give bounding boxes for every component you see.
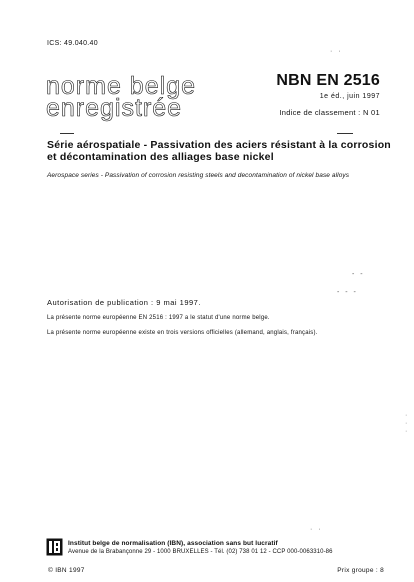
divider-right: [337, 133, 353, 134]
brand-line-2: enregistrée: [46, 94, 183, 122]
copyright: © IBN 1997: [48, 567, 85, 574]
title-line-1: Série aérospatiale - Passivation des aciers résistant à la corrosion: [47, 139, 391, 151]
english-title: Aerospace series - Passivation of corrosion resisting steels and decontamination of nickel base alloys: [47, 172, 350, 179]
institute-address: Avenue de la Brabançonne 29 - 1000 BRUXELLES - Tél. (02) 738 01 12 - CCP 000-0063310-86: [68, 549, 333, 555]
classification-index: Indice de classement : N 01: [279, 108, 380, 117]
divider-left: [60, 133, 74, 134]
brand-line-1: norme belge: [46, 72, 196, 100]
versions-paragraph: La présente norme européenne existe en trois versions officielles (allemand, anglais, français).: [47, 330, 318, 336]
edition-date: 1e éd., juin 1997: [319, 93, 380, 100]
standard-number: NBN EN 2516: [276, 72, 380, 89]
scan-dots-2: · ·: [310, 526, 323, 533]
document-title: [47, 139, 391, 163]
price-group: Prix groupe : 8: [337, 567, 384, 574]
ibn-logo-icon: [46, 538, 63, 556]
institute-name: Institut belge de normalisation (IBN), association sans but lucratif: [68, 540, 278, 547]
scan-speck: · · ·: [405, 412, 408, 435]
title-line-2: et décontamination des alliages base nickel: [47, 151, 274, 163]
scan-dashes-2: - - -: [337, 289, 358, 296]
ics-code: ICS: 49.040.40: [47, 40, 98, 47]
status-paragraph: La présente norme européenne EN 2516 : 1997 a le statut d'une norme belge.: [47, 315, 270, 321]
publication-authorization: Autorisation de publication : 9 mai 1997.: [47, 298, 201, 307]
scan-dots: · ·: [330, 48, 343, 55]
scan-dashes: - -: [352, 271, 365, 278]
